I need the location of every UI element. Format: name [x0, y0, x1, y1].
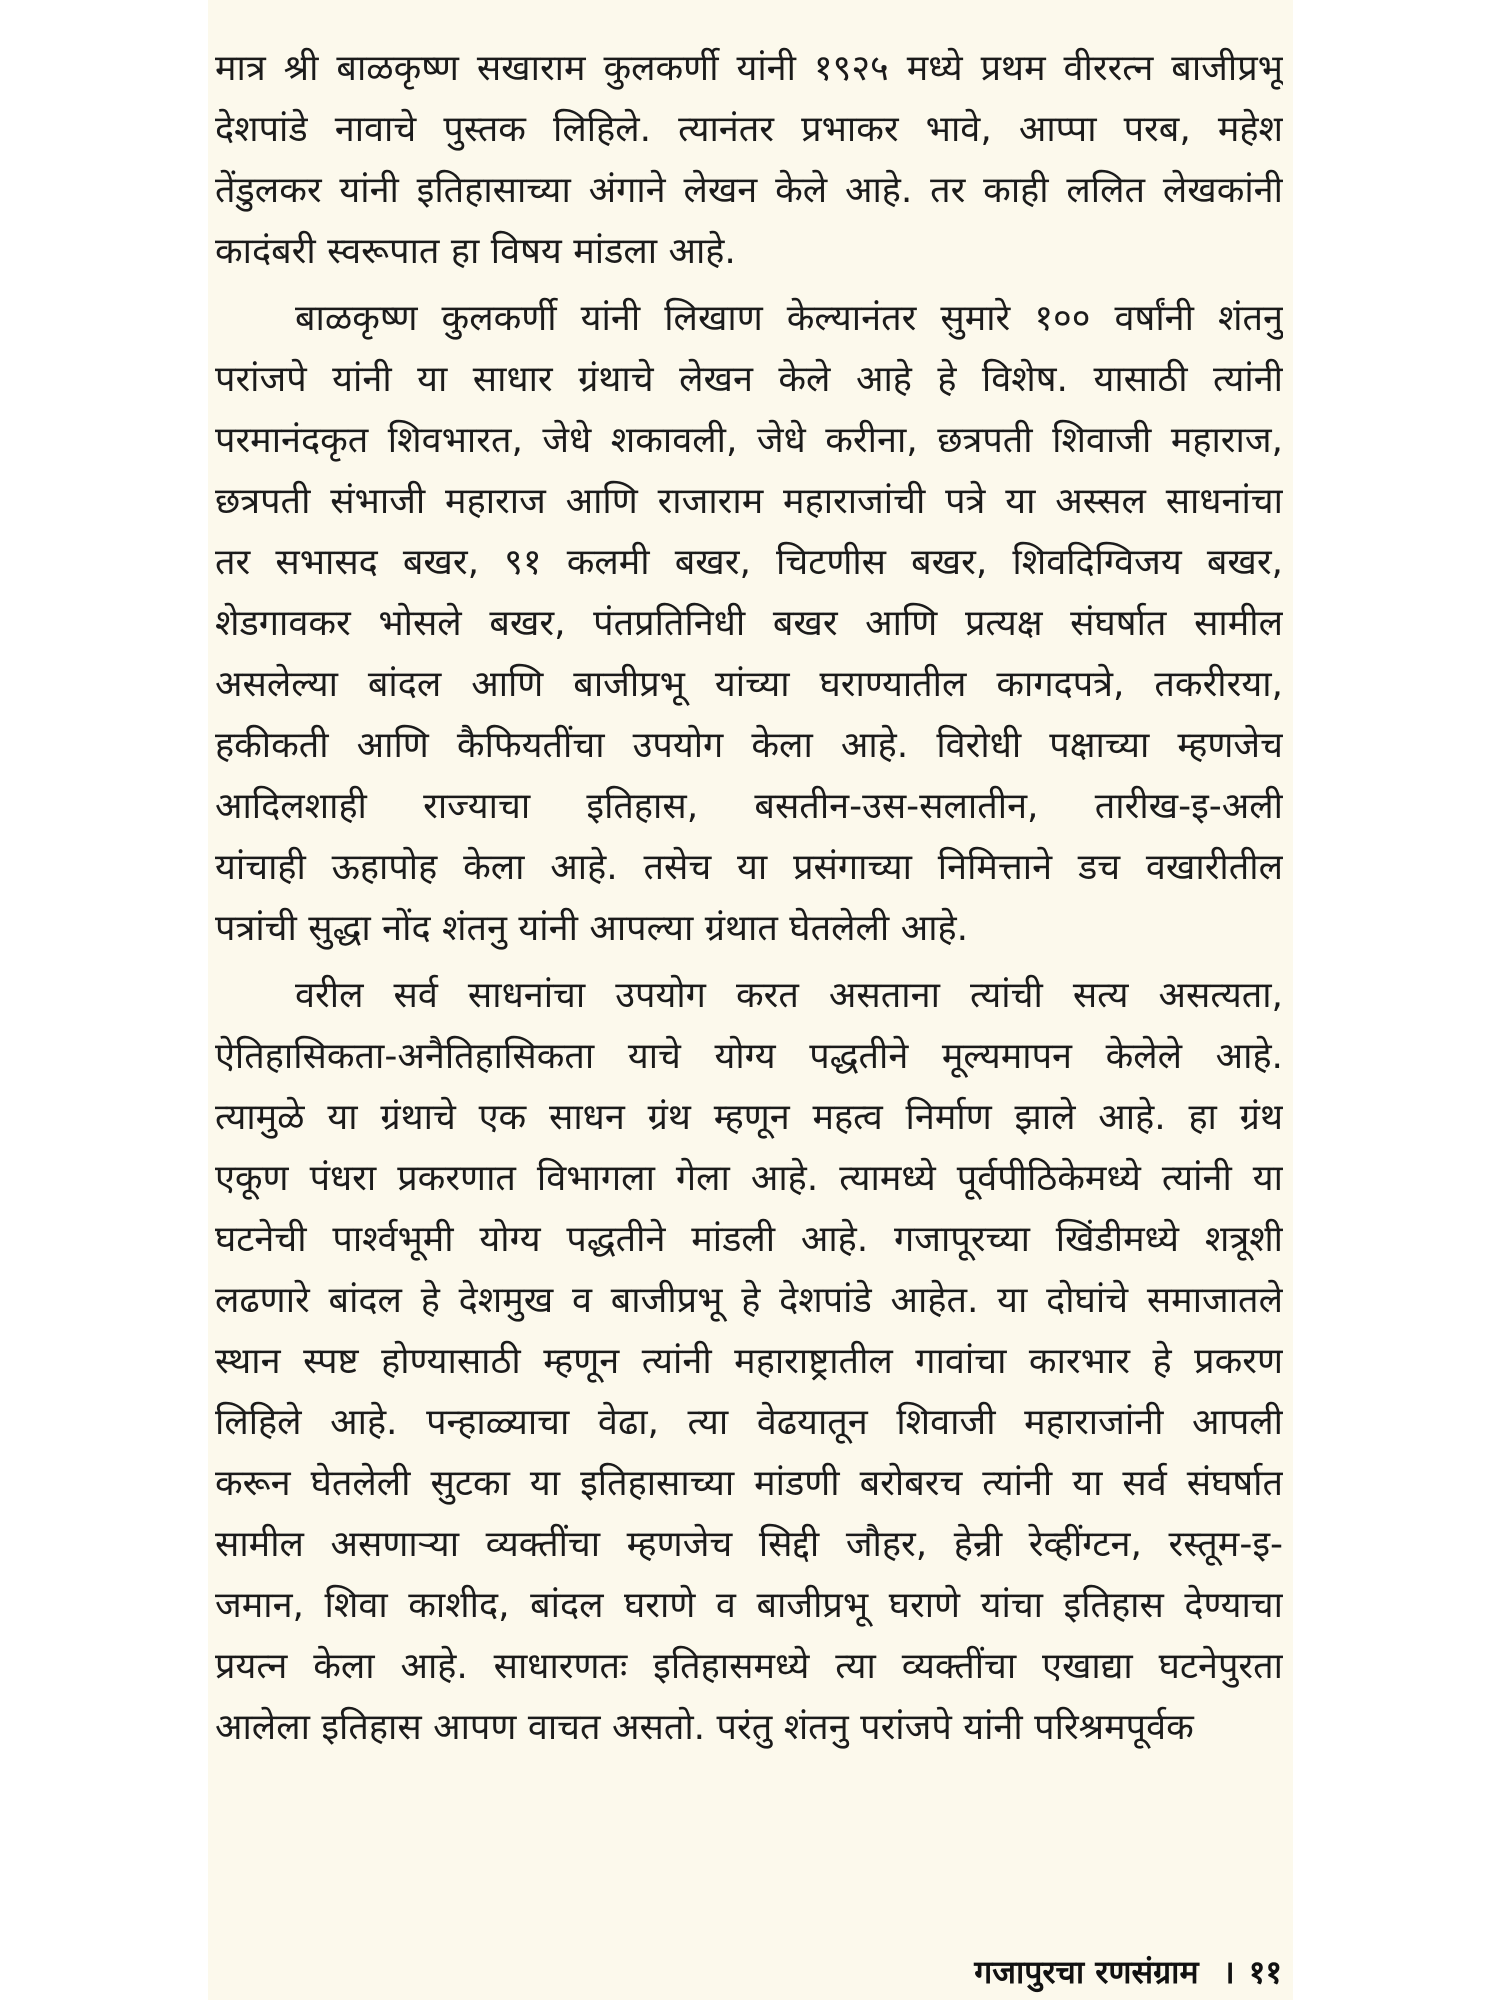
- text-line: बाळकृष्ण कुलकर्णी यांनी लिखाण केल्यानंतर सुमारे १०० वर्षांनी शंतनु: [295, 298, 1283, 339]
- text-line: पत्रांची सुद्धा नोंद शंतनु यांनी आपल्या ग्रंथात घेतलेली आहे.: [215, 908, 969, 949]
- paragraph: [215, 288, 1283, 959]
- text-line: परांजपे यांनी या साधार ग्रंथाचे लेखन केले आहे हे विशेष. यासाठी त्यांनी: [215, 359, 1283, 400]
- paragraph: [215, 965, 1283, 1758]
- page-number: ११: [1248, 1953, 1282, 1991]
- text-line: असलेल्या बांदल आणि बाजीप्रभू यांच्या घराण्यातील कागदपत्रे, तकरीरया,: [215, 664, 1283, 705]
- text-line: स्थान स्पष्ट होण्यासाठी म्हणून त्यांनी महाराष्ट्रातील गावांचा कारभार हे प्रकरण: [215, 1341, 1283, 1382]
- text-line: त्यामुळे या ग्रंथाचे एक साधन ग्रंथ म्हणून महत्व निर्माण झाले आहे. हा ग्रंथ: [215, 1097, 1283, 1138]
- text-line: तर सभासद बखर, ९१ कलमी बखर, चिटणीस बखर, शिवदिग्विजय बखर,: [215, 542, 1283, 583]
- running-title: गजापुरचा रणसंग्राम: [974, 1953, 1199, 1991]
- text-line: परमानंदकृत शिवभारत, जेधे शकावली, जेधे करीना, छत्रपती शिवाजी महाराज,: [215, 420, 1283, 461]
- text-line: करून घेतलेली सुटका या इतिहासाच्या मांडणी बरोबरच त्यांनी या सर्व संघर्षात: [215, 1463, 1283, 1504]
- text-line: यांचाही ऊहापोह केला आहे. तसेच या प्रसंगाच्या निमित्ताने डच वखारीतील: [215, 847, 1283, 888]
- text-line: आलेला इतिहास आपण वाचत असतो. परंतु शंतनु परांजपे यांनी परिश्रमपूर्वक: [215, 1707, 1194, 1748]
- text-line: सामील असणाऱ्या व्यक्तींचा म्हणजेच सिद्दी जौहर, हेन्री रेव्हींग्टन, रस्तूम-इ-: [215, 1524, 1283, 1565]
- text-line: देशपांडे नावाचे पुस्तक लिहिले. त्यानंतर प्रभाकर भावे, आप्पा परब, महेश: [215, 109, 1283, 150]
- footer-separator: ।: [1222, 1953, 1235, 1991]
- text-line: तेंडुलकर यांनी इतिहासाच्या अंगाने लेखन केले आहे. तर काही ललित लेखकांनी: [215, 170, 1283, 211]
- text-line: लढणारे बांदल हे देशमुख व बाजीप्रभू हे देशपांडे आहेत. या दोघांचे समाजातले: [215, 1280, 1283, 1321]
- text-line: आदिलशाही राज्याचा इतिहास, बसतीन-उस-सलातीन, तारीख-इ-अली: [215, 786, 1283, 827]
- text-line: घटनेची पार्श्वभूमी योग्य पद्धतीने मांडली आहे. गजापूरच्या खिंडीमध्ये शत्रूशी: [215, 1219, 1283, 1260]
- body-text: [215, 38, 1283, 1764]
- text-line: वरील सर्व साधनांचा उपयोग करत असताना त्यांची सत्य असत्यता,: [295, 975, 1283, 1016]
- text-line: जमान, शिवा काशीद, बांदल घराणे व बाजीप्रभू घराणे यांचा इतिहास देण्याचा: [215, 1585, 1283, 1626]
- text-line: शेडगावकर भोसले बखर, पंतप्रतिनिधी बखर आणि प्रत्यक्ष संघर्षात सामील: [215, 603, 1283, 644]
- text-line: मात्र श्री बाळकृष्ण सखाराम कुलकर्णी यांनी १९२५ मध्ये प्रथम वीररत्न बाजीप्रभू: [215, 48, 1283, 89]
- text-line: ऐतिहासिकता-अनैतिहासिकता याचे योग्य पद्धतीने मूल्यमापन केलेले आहे.: [215, 1036, 1283, 1077]
- paragraph: [215, 38, 1283, 282]
- text-line: एकूण पंधरा प्रकरणात विभागला गेला आहे. त्यामध्ये पूर्वपीठिकेमध्ये त्यांनी या: [215, 1158, 1283, 1199]
- page-footer: [974, 1950, 1282, 1993]
- text-line: हकीकती आणि कैफियतींचा उपयोग केला आहे. विरोधी पक्षाच्या म्हणजेच: [215, 725, 1283, 766]
- text-line: कादंबरी स्वरूपात हा विषय मांडला आहे.: [215, 231, 736, 272]
- text-line: लिहिले आहे. पन्हाळ्याचा वेढा, त्या वेढयातून शिवाजी महाराजांनी आपली: [215, 1402, 1283, 1443]
- text-line: प्रयत्न केला आहे. साधारणतः इतिहासमध्ये त्या व्यक्तींचा एखाद्या घटनेपुरता: [215, 1646, 1283, 1687]
- text-line: छत्रपती संभाजी महाराज आणि राजाराम महाराजांची पत्रे या अस्सल साधनांचा: [215, 481, 1283, 522]
